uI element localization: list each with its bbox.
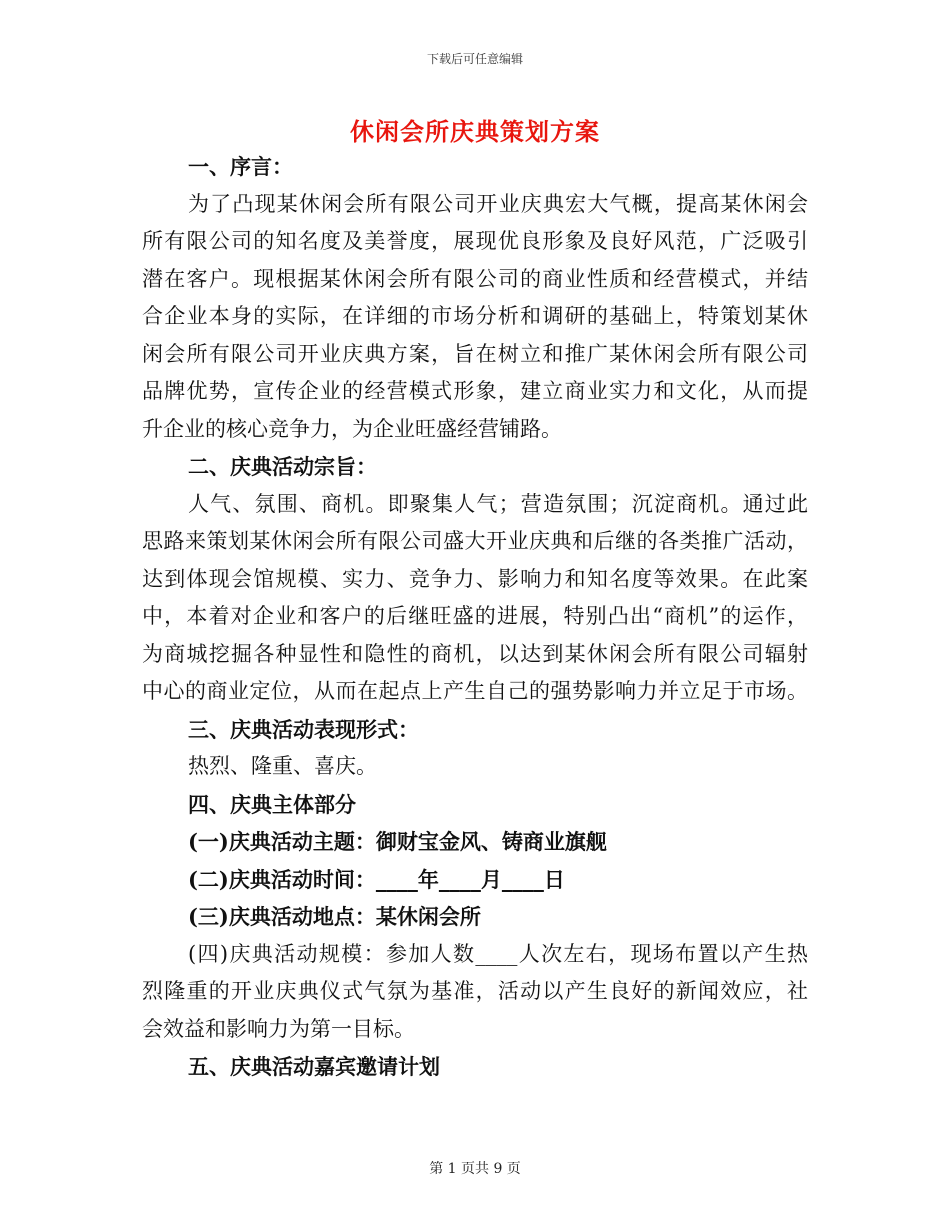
paragraph-line: 潜在客户。现根据某休闲会所有限公司的商业性质和经营模式，并结 — [142, 266, 808, 291]
document-body — [142, 148, 808, 1086]
section-heading: (二)庆典活动时间：____年____月____日 — [188, 866, 565, 892]
paragraph-line: 达到体现会馆规模、实力、竞争力、影响力和知名度等效果。在此案 — [142, 566, 808, 591]
paragraph-line: 品牌优势，宣传企业的经营模式形象，建立商业实力和文化，从而提 — [142, 379, 808, 403]
section-heading: (一)庆典活动主题：御财宝金风、铸商业旗舰 — [188, 829, 607, 854]
paragraph-line: 升企业的核心竞争力，为企业旺盛经营铺路。 — [142, 416, 562, 441]
paragraph-line: (四)庆典活动规模：参加人数____人次左右，现场布置以产生热 — [188, 941, 808, 966]
section-heading: 三、庆典活动表现形式： — [188, 716, 419, 742]
paragraph-line: 烈隆重的开业庆典仪式气氛为基准，活动以产生良好的新闻效应，社 — [142, 979, 808, 1003]
section-heading: 四、庆典主体部分 — [188, 791, 356, 817]
section-heading: 二、庆典活动宗旨： — [188, 454, 377, 479]
paragraph-line: 思路来策划某休闲会所有限公司盛大开业庆典和后继的各类推广活动， — [142, 529, 808, 553]
paragraph-line: 会效益和影响力为第一目标。 — [142, 1016, 415, 1041]
page-header: 下载后可任意编辑 — [426, 52, 523, 66]
page-footer: 第 1 页共 9 页 — [429, 1161, 521, 1177]
paragraph-line: 所有限公司的知名度及美誉度，展现优良形象及良好风范，广泛吸引 — [142, 229, 808, 253]
paragraph-line: 为商城挖掘各种显性和隐性的商机，以达到某休闲会所有限公司辐射 — [142, 641, 808, 666]
paragraph-line: 中心的商业定位，从而在起点上产生自己的强势影响力并立足于市场。 — [142, 679, 808, 703]
paragraph-line: 闲会所有限公司开业庆典方案，旨在树立和推广某休闲会所有限公司 — [142, 341, 808, 366]
paragraph-line: 合企业本身的实际，在详细的市场分析和调研的基础上，特策划某休 — [142, 304, 808, 328]
section-heading: 五、庆典活动嘉宾邀请计划 — [188, 1054, 440, 1079]
section-heading: 一、序言： — [188, 154, 293, 179]
paragraph-line: 人气、氛围、商机。即聚集人气；营造氛围；沉淀商机。通过此 — [188, 491, 808, 516]
section-heading: (三)庆典活动地点：某休闲会所 — [188, 904, 481, 929]
document-title: 休闲会所庆典策划方案 — [350, 117, 600, 146]
paragraph-line: 热烈、隆重、喜庆。 — [188, 754, 377, 778]
paragraph-line: 中，本着对企业和客户的后继旺盛的进展，特别凸出“商机”的运作， — [142, 604, 808, 628]
paragraph-line: 为了凸现某休闲会所有限公司开业庆典宏大气概，提高某休闲会 — [188, 191, 808, 216]
